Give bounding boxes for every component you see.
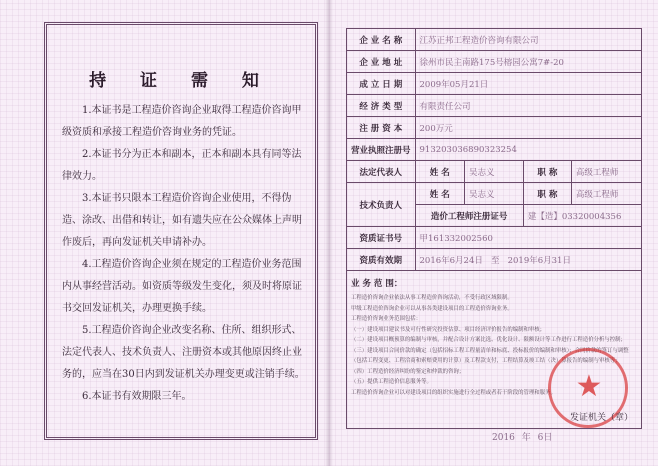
validity-from: 2016年6月24日 [419,255,483,266]
book-spine [325,0,333,466]
address-label: 企 业 地 址 [347,51,416,73]
capital: 200万元 [415,117,641,139]
issuer: 发证机关（章） [570,413,634,423]
scope-line: 甲级工程造价咨询企业可以从事各类建设项目的工程造价咨询业务。 [351,305,513,312]
scope-label: 业 务 范 围： [351,279,403,289]
tech-title-label: 职 称 [523,183,571,205]
validity-to: 2019年6月31日 [507,255,571,266]
notice-item-3: 3.本证书只限本工程造价咨询企业使用，不得伪造、涂改、出借和转让，如有遗失应在公众媒体上声明作废后，再向发证机关申请补办。 [62,193,302,248]
notice-item-4: 4.工程造价咨询企业须在规定的工程造价业务范围内从事经营活动。如资质等级发生变化，须及时将原证书交回发证机关，办理更换手续。 [62,259,302,314]
scope-line: （五）提供工程造价信息服务等。 [351,379,432,385]
reg-no: 建【造】03320004356 [523,205,641,227]
row-validity [347,249,642,271]
legal-rep-name: 吴志义 [464,161,523,183]
notice-item-1: 1.本证书是工程造价咨询企业取得工程造价咨询甲级资质和承接工程造价咨询业务的凭证。 [62,105,302,138]
scope-line: （三）建设项目合同价款的确定（包括招标工程工程量清单和标底、投标报价的编制和审核）；合同价款的签订与调整（包括工程变更、工程洽商和索赔费用的计算）及工程款支付，工程结算及竣工结（决）算报告的编制与审核等； [351,347,629,364]
capital-label: 注 册 资 本 [347,117,416,139]
license: 913203036890323254 [415,139,641,161]
scope-line: 工程造价咨询业务范围包括： [351,316,422,322]
tech-lead-label: 技术负责人 [347,183,416,227]
row-econ-type [347,95,642,117]
legal-rep-label: 法定代表人 [347,161,416,183]
legal-rep-name-label: 姓 名 [415,161,464,183]
notice-item-2: 2.本证书分为正本和副本，正本和副本具有同等法律效力。 [62,149,302,182]
company-name: 江苏正邦工程造价咨询有限公司 [415,29,641,51]
tech-name: 吴志义 [464,183,523,205]
issue-day: 6日 [537,433,553,443]
cert-no-label: 资质证书号 [347,227,416,249]
notice-body [62,100,306,408]
tech-title: 高级工程师 [571,183,641,205]
issue-date [492,430,556,443]
row-tech-lead [347,183,642,205]
validity-label: 资质有效期 [347,249,416,271]
issue-year-word: 年 [521,433,531,443]
scope-line: （二）建设项目概预算的编制与审核，并配合设计方案比选、优化设计、限额设计等工作进行工程造价分析与控制； [351,337,626,343]
row-cert-no [347,227,642,249]
econ-type-label: 经 济 类 型 [347,95,416,117]
company-name-label: 企 业 名 称 [347,29,416,51]
tech-name-label: 姓 名 [415,183,464,205]
founded: 2009年05月21日 [415,73,641,95]
row-capital [347,117,642,139]
scope-line: （四）工程造价经济纠纷的鉴定和仲裁的咨询； [351,368,465,375]
license-label: 营业执照注册号 [347,139,416,161]
row-founded [347,73,642,95]
founded-label: 成 立 日 期 [347,73,416,95]
issue-year: 2016 [492,433,515,443]
scope-line: 工程造价咨询企业可以对建设项目的组织实施进行全过程或者若干阶段的管理和服务。 [351,389,556,396]
scope-line: 工程造价咨询企业依法从事工程造价咨询活动，不受行政区域限制。 [351,295,513,301]
row-legal-rep [347,161,642,183]
scope-line: （一）建设项目建议书及可行性研究投资估算、项目经济评价报告的编制和审核； [351,326,546,333]
validity [415,249,641,271]
econ-type: 有限责任公司 [415,95,641,117]
legal-rep-title-label: 职 称 [523,161,571,183]
notice-item-6: 6.本证书有效期限三年。 [82,391,192,402]
row-license [347,139,642,161]
legal-rep-title: 高级工程师 [571,161,641,183]
validity-to-word: 至 [490,255,500,266]
row-company-name [347,29,642,51]
seal-star-icon: ★ [575,369,603,404]
cert-no: 甲161332002560 [415,227,641,249]
notice-item-5: 5.工程造价咨询企业改变名称、住所、组织形式、法定代表人、技术负责人、注册资本或其他原因终止业务的，应当在30日内到发证机关办理变更或注销手续。 [62,325,305,380]
reg-no-label: 造价工程师注册证号 [415,205,523,227]
notice-title: 持 证 需 知 [89,71,273,91]
address: 徐州市民主南路175号榕园公寓7#-20 [415,51,641,73]
row-address [347,51,642,73]
